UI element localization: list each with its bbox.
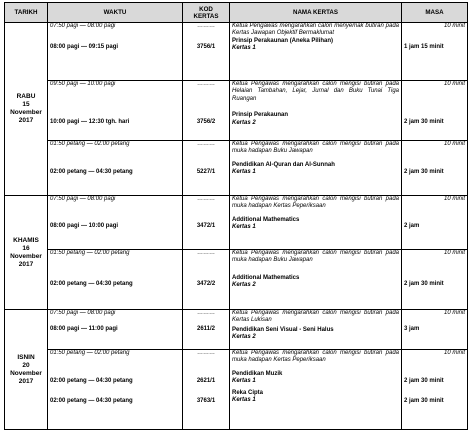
paper-cell bbox=[230, 250, 402, 310]
duration-cell bbox=[402, 350, 468, 430]
paper-number-2: Kertas 1 bbox=[232, 397, 256, 404]
header-waktu: WAKTU bbox=[48, 3, 183, 23]
pre-duration: 10 minit bbox=[443, 310, 465, 316]
header-row bbox=[5, 3, 468, 23]
instruction-text: Ketua Pengawas mengarahkan calon mengisi butiran pada Kertas Lukisan bbox=[232, 310, 399, 324]
instruction-text: Ketua Pengawas mengarahkan calon mengisi butiran pada Helaian Tambahan, Lejar, Jurnal dan Buku Tunai Tiga Ruangan bbox=[232, 81, 399, 102]
paper-name: Pendidikan Seni Visual - Seni Halus bbox=[232, 326, 334, 333]
table-row bbox=[5, 250, 468, 310]
day-name: ISNIN bbox=[17, 353, 35, 361]
header-kod-line1: KOD bbox=[199, 5, 213, 13]
duration-cell bbox=[402, 23, 468, 81]
duration-cell bbox=[402, 250, 468, 310]
paper-number: Kertas 2 bbox=[232, 282, 256, 289]
instruction-text: Ketua Pengawas mengarahkan calon mengisi butiran pada muka hadapan Kertas Peperiksaan bbox=[232, 350, 399, 364]
pre-duration: 10 minit bbox=[443, 350, 465, 356]
pre-duration: 10 minit bbox=[443, 141, 465, 147]
duration-cell bbox=[402, 310, 468, 350]
kod-kertas: 3756/1 bbox=[196, 44, 216, 51]
instruction-text: Ketua Pengawas mengarahkan calon mengisi butiran pada muka hadapan Buku Jawapan bbox=[232, 141, 399, 155]
kod-cell bbox=[183, 23, 230, 81]
duration: 2 jam 30 minit bbox=[404, 281, 444, 288]
pre-duration: 10 minit bbox=[443, 23, 465, 29]
duration-2: 2 jam 30 minit bbox=[404, 397, 444, 404]
exam-time: 08:00 pagi — 11:00 pagi bbox=[50, 326, 118, 333]
exam-time-2: 02:00 petang — 04:30 petang bbox=[50, 397, 133, 404]
day-name: KHAMIS bbox=[13, 236, 39, 244]
paper-cell bbox=[230, 196, 402, 250]
pre-time: 09:50 pagi — 10:00 pagi bbox=[50, 81, 116, 87]
paper-name: Additional Mathematics bbox=[232, 216, 300, 223]
header-masa: MASA bbox=[402, 3, 468, 23]
table-row bbox=[5, 141, 468, 196]
exam-time: 02:00 petang — 04:30 petang bbox=[50, 281, 133, 288]
pre-duration: 10 minit bbox=[443, 250, 465, 256]
kod-kertas-2: 3763/1 bbox=[196, 397, 216, 404]
day-month: November bbox=[10, 109, 42, 116]
paper-name: Pendidikan Al-Quran dan Al-Sunnah bbox=[232, 161, 335, 168]
kod-kertas: 3756/2 bbox=[196, 119, 216, 126]
paper-number: Kertas 1 bbox=[232, 45, 256, 52]
exam-time: 10:00 pagi — 12:30 tgh. hari bbox=[50, 119, 130, 126]
day-date: 15 bbox=[22, 101, 30, 108]
instruction-text: Ketua Pengawas mengarahkan calon mengisi butiran pada muka hadapan Buku Jawapan bbox=[232, 250, 399, 264]
date-cell-rabu bbox=[5, 23, 48, 196]
kod-pre: ……… bbox=[197, 250, 215, 256]
time-cell bbox=[48, 141, 183, 196]
instruction-text: Ketua Pengawas mengarahkan calon mengisi butiran pada muka hadapan Kertas Peperiksaan bbox=[232, 196, 399, 210]
header-nama-kertas: NAMA KERTAS bbox=[230, 3, 402, 23]
kod-kertas: 2611/2 bbox=[196, 326, 216, 333]
paper-number: Kertas 1 bbox=[232, 169, 256, 176]
day-year: 2017 bbox=[18, 260, 34, 268]
exam-time: 08:00 pagi — 09:15 pagi bbox=[50, 44, 119, 51]
kod-cell bbox=[183, 81, 230, 141]
date-cell-isnin bbox=[5, 310, 48, 430]
paper-name: Additional Mathematics bbox=[232, 274, 300, 281]
table-row bbox=[5, 81, 468, 141]
pre-time: 07:50 pagi — 08:00 pagi bbox=[50, 310, 116, 316]
kod-kertas: 2621/1 bbox=[196, 378, 216, 385]
table-row bbox=[5, 196, 468, 250]
day-date: 20 bbox=[22, 361, 30, 369]
paper-name: Prinsip Perakaunan (Aneka Pilihan) bbox=[232, 37, 334, 44]
kod-pre: ……… bbox=[197, 81, 215, 87]
time-cell bbox=[48, 250, 183, 310]
pre-duration: 10 minit bbox=[443, 196, 465, 202]
day-year: 2017 bbox=[18, 377, 34, 385]
day-name: RABU bbox=[16, 93, 36, 100]
day-month: November bbox=[10, 252, 42, 260]
duration: 1 jam 15 minit bbox=[404, 44, 444, 51]
pre-time: 07:50 pagi — 08:00 pagi bbox=[50, 23, 116, 29]
kod-cell bbox=[183, 350, 230, 430]
kod-cell bbox=[183, 250, 230, 310]
paper-cell bbox=[230, 81, 402, 141]
paper-cell bbox=[230, 310, 402, 350]
kod-kertas: 3472/1 bbox=[196, 223, 216, 230]
paper-cell bbox=[230, 23, 402, 81]
exam-time: 08:00 pagi — 10:00 pagi bbox=[50, 223, 119, 230]
kod-cell bbox=[183, 141, 230, 196]
day-date: 16 bbox=[22, 244, 30, 252]
table-row bbox=[5, 310, 468, 350]
time-cell bbox=[48, 196, 183, 250]
paper-number: Kertas 1 bbox=[232, 224, 256, 231]
pre-time: 01:50 petang — 02:00 petang bbox=[50, 141, 130, 147]
exam-time: 02:00 petang — 04:30 petang bbox=[50, 169, 133, 176]
time-cell bbox=[48, 23, 183, 81]
duration-cell bbox=[402, 81, 468, 141]
header-kod-line2: KERTAS bbox=[193, 12, 219, 20]
pre-time: 01:50 petang — 02:00 petang bbox=[50, 250, 130, 256]
kod-pre: ……… bbox=[197, 23, 215, 29]
duration: 2 jam bbox=[404, 223, 420, 230]
kod-kertas: 5227/1 bbox=[196, 169, 216, 176]
paper-name: Prinsip Perakaunan bbox=[232, 112, 289, 119]
duration: 2 jam 30 minit bbox=[404, 169, 444, 176]
day-month: November bbox=[10, 369, 42, 377]
paper-name: Pendidikan Muzik bbox=[232, 370, 283, 377]
time-cell bbox=[48, 81, 183, 141]
paper-number: Kertas 2 bbox=[232, 119, 256, 126]
kod-pre: ……… bbox=[197, 141, 215, 147]
paper-number: Kertas 1 bbox=[232, 378, 256, 385]
duration-cell bbox=[402, 141, 468, 196]
instruction-text: Ketua Pengawas mengarahkan calon menyemak butiran pada Kertas Jawapan Objektif Bermaklumat bbox=[232, 23, 399, 37]
pre-time: 07:50 pagi — 08:00 pagi bbox=[50, 196, 116, 202]
date-cell-khamis bbox=[5, 196, 48, 310]
header-tarikh: TARIKH bbox=[5, 3, 48, 23]
table-row bbox=[5, 350, 468, 430]
kod-cell bbox=[183, 196, 230, 250]
paper-number: Kertas 2 bbox=[232, 334, 256, 341]
time-cell bbox=[48, 310, 183, 350]
pre-duration: 10 minit bbox=[443, 81, 465, 87]
header-kod-kertas bbox=[183, 3, 230, 23]
paper-cell bbox=[230, 350, 402, 430]
kod-pre: ……… bbox=[197, 196, 215, 202]
time-cell bbox=[48, 350, 183, 430]
paper-cell bbox=[230, 141, 402, 196]
duration: 2 jam 30 minit bbox=[404, 378, 444, 385]
duration-cell bbox=[402, 196, 468, 250]
kod-cell bbox=[183, 310, 230, 350]
exam-time: 02:00 petang — 04:30 petang bbox=[50, 378, 133, 385]
kod-pre: ……… bbox=[197, 350, 215, 356]
paper-name-2: Reka Cipta bbox=[232, 389, 264, 396]
table-row bbox=[5, 23, 468, 81]
day-year: 2017 bbox=[18, 117, 34, 124]
exam-timetable bbox=[4, 2, 468, 430]
duration: 2 jam 30 minit bbox=[404, 119, 444, 126]
kod-kertas: 3472/2 bbox=[196, 281, 216, 288]
pre-time: 01:50 petang — 02:00 petang bbox=[50, 350, 130, 356]
duration: 3 jam bbox=[404, 326, 420, 333]
kod-pre: ……… bbox=[197, 310, 215, 316]
